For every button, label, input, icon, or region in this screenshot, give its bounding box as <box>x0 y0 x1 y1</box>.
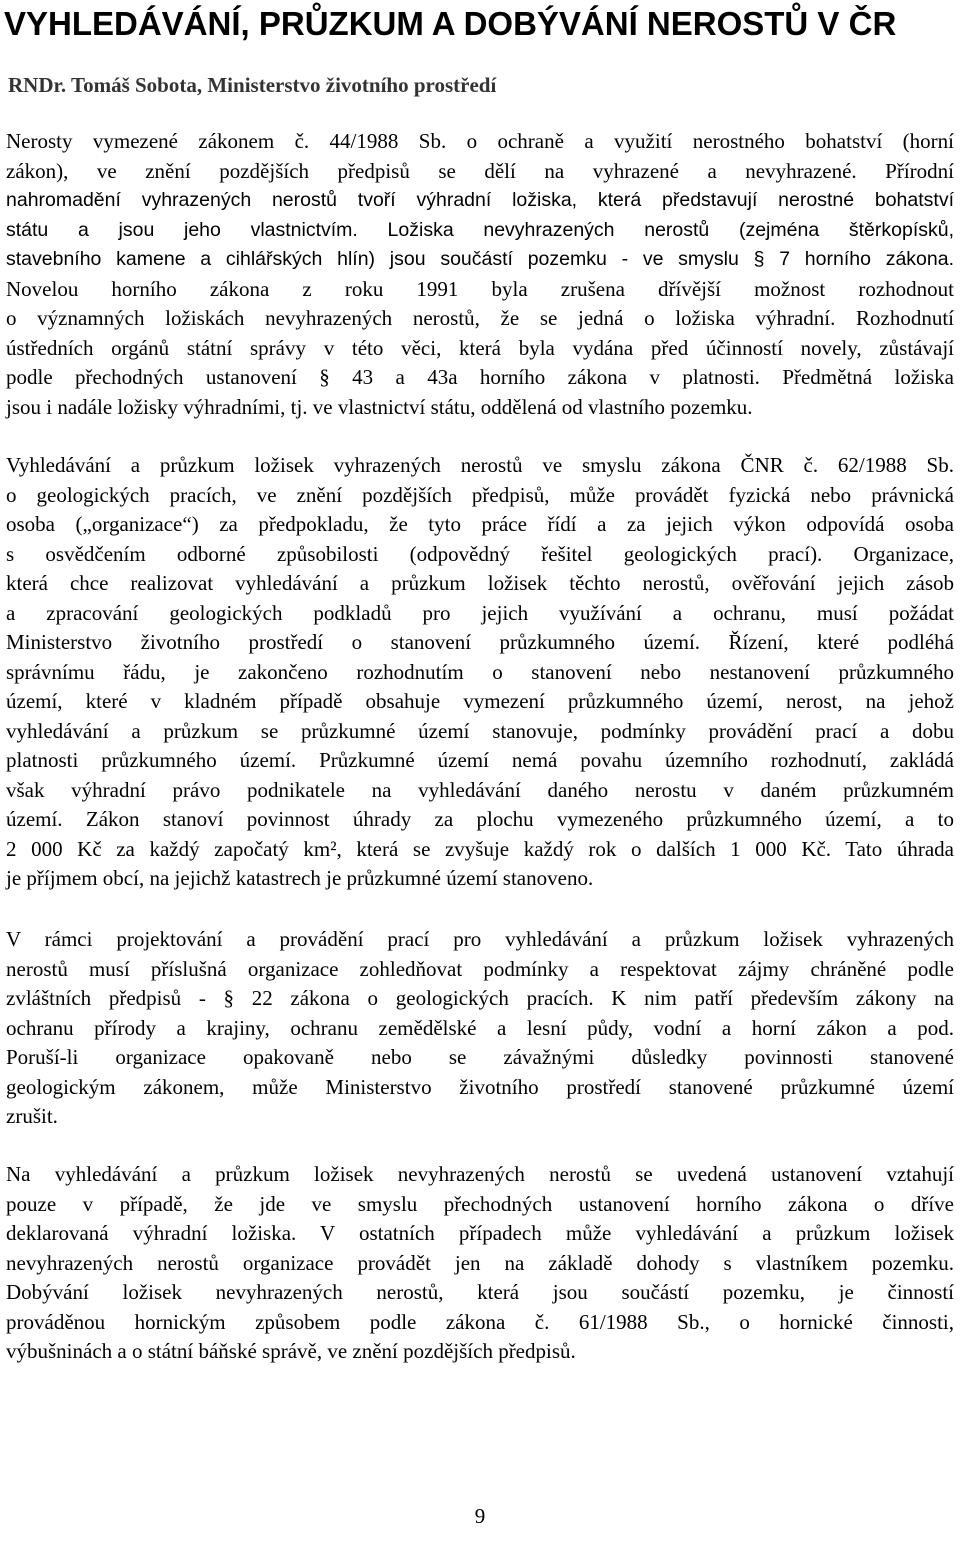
paragraph-line: státu a jsou jeho vlastnictvím. Ložiska nevyhrazených nerostů (zejména štěrkopísků, <box>6 218 954 241</box>
paragraph-line: Novelou horního zákona z roku 1991 byla zrušena dřívější možnost rozhodnout <box>6 276 954 301</box>
paragraph-line: geologickým zákonem, může Ministerstvo životního prostředí stanovené průzkumné území <box>6 1074 954 1099</box>
paragraph-line: která chce realizovat vyhledávání a průzkum ložisek těchto nerostů, ověřování jejich zásob <box>6 571 954 595</box>
paragraph-line: správnímu řádu, je zakončeno rozhodnutím o stanovení nebo nestanovení průzkumného <box>6 659 954 684</box>
paragraph-line: je příjmem obcí, na jejichž katastrech je průzkumné území stanoveno. <box>6 866 594 890</box>
paragraph-line: Nerosty vymezené zákonem č. 44/1988 Sb. o ochraně a využití nerostného bohatství (horní <box>6 129 954 153</box>
paragraph-line: osoba („organizace“) za předpokladu, že tyto práce řídí a za jejich výkon odpovídá osoba <box>6 512 954 536</box>
paragraph-line: Poruší-li organizace opakovaně nebo se závažnými důsledky povinnosti stanovené <box>6 1045 954 1069</box>
paragraph-line: zvláštních předpisů - § 22 zákona o geologických pracích. K nim patří především zákony na <box>6 986 954 1010</box>
paragraph-line: výbušninách a o státní báňské správě, ve znění pozdějších předpisů. <box>6 1339 576 1363</box>
paragraph-line: Na vyhledávání a průzkum ložisek nevyhrazených nerostů se uvedená ustanovení vztahují <box>6 1162 954 1186</box>
paragraph-line: však výhradní právo podnikatele na vyhledávání daného nerostu v daném průzkumném <box>6 777 954 802</box>
paragraph-2 <box>6 451 954 894</box>
paragraph-line: nerostů musí příslušná organizace zohledňovat podmínky a respektovat zájmy chráněné podle <box>6 956 954 981</box>
paragraph-line: platnosti průzkumného území. Průzkumné území nemá povahu územního rozhodnutí, zakládá <box>6 748 954 772</box>
paragraph-line: a zpracování geologických podkladů pro jejich využívání a ochranu, musí požádat <box>6 600 954 625</box>
author-line: RNDr. Tomáš Sobota, Ministerstvo životního prostředí <box>8 73 497 97</box>
paragraph-line: území, které v kladném případě obsahuje vymezení průzkumného území, nerost, na jehož <box>6 689 954 713</box>
paragraph-line: území. Zákon stanoví povinnost úhrady za plochu vymezeného průzkumného území, a to <box>6 807 954 831</box>
document-title: VYHLEDÁVÁNÍ, PRŮZKUM A DOBÝVÁNÍ NEROSTŮ V ČR <box>4 5 897 42</box>
paragraph-line: nevyhrazených nerostů organizace provádět jen na základě dohody s vlastníkem pozemku. <box>6 1250 954 1275</box>
paragraph-1 <box>6 127 954 422</box>
paragraph-line: jsou i nadále ložisky výhradními, tj. ve vlastnictví státu, oddělená od vlastního pozemku. <box>6 394 753 419</box>
paragraph-line: 2 000 Kč za každý započatý km², která se zvyšuje každý rok o dalších 1 000 Kč. Tato úhrada <box>6 836 954 861</box>
paragraph-line: zrušit. <box>6 1104 58 1128</box>
paragraph-line: Vyhledávání a průzkum ložisek vyhrazených nerostů ve smyslu zákona ČNR č. 62/1988 Sb. <box>6 453 954 477</box>
paragraph-line: Ministerstvo životního prostředí o stanovení průzkumného území. Řízení, které podléhá <box>6 630 954 654</box>
paragraph-line: podle přechodných ustanovení § 43 a 43a horního zákona v platnosti. Předmětná ložiska <box>6 365 954 389</box>
paragraph-line: vyhledávání a průzkum se průzkumné území stanovuje, podmínky provádění prací a dobu <box>6 718 954 743</box>
paragraph-line: o významných ložiskách nevyhrazených nerostů, že se jedná o ložiska výhradní. Rozhodnutí <box>6 306 954 330</box>
paragraph-line: nahromadění vyhrazených nerostů tvoří výhradní ložiska, která představují nerostné bohatství <box>6 189 954 211</box>
paragraph-line: pouze v případě, že jde ve smyslu přechodných ustanovení horního zákona o dříve <box>6 1191 954 1216</box>
paragraph-line: zákon), ve znění pozdějších předpisů se dělí na vyhrazené a nevyhrazené. Přírodní <box>6 158 954 183</box>
paragraph-line: V rámci projektování a provádění prací pro vyhledávání a průzkum ložisek vyhrazených <box>6 927 954 951</box>
paragraph-line: ochranu přírody a krajiny, ochranu zemědělské a lesní půdy, vodní a horní zákon a pod. <box>6 1015 954 1040</box>
paragraph-line: Dobývání ložisek nevyhrazených nerostů, která jsou součástí pozemku, je činností <box>6 1280 954 1304</box>
paragraph-4 <box>6 1160 954 1367</box>
paragraph-line: prováděnou hornickým způsobem podle zákona č. 61/1988 Sb., o hornické činnosti, <box>6 1309 954 1334</box>
paragraph-line: ústředních orgánů státní správy v této věci, která byla vydána před účinností novely, zůstávají <box>6 335 954 360</box>
paragraph-line: deklarovaná výhradní ložiska. V ostatních případech může vyhledávání a průzkum ložisek <box>6 1221 954 1245</box>
paragraph-3 <box>6 925 954 1132</box>
paragraph-line: stavebního kamene a cihlářských hlín) jsou součástí pozemku - ve smyslu § 7 horního zákona. <box>6 248 954 270</box>
paragraph-line: o geologických pracích, ve znění pozdějších předpisů, může provádět fyzická nebo právnická <box>6 482 954 507</box>
page-number: 9 <box>474 1504 486 1528</box>
paragraph-line: s osvědčením odborné způsobilosti (odpovědný řešitel geologických prací). Organizace, <box>6 541 954 566</box>
